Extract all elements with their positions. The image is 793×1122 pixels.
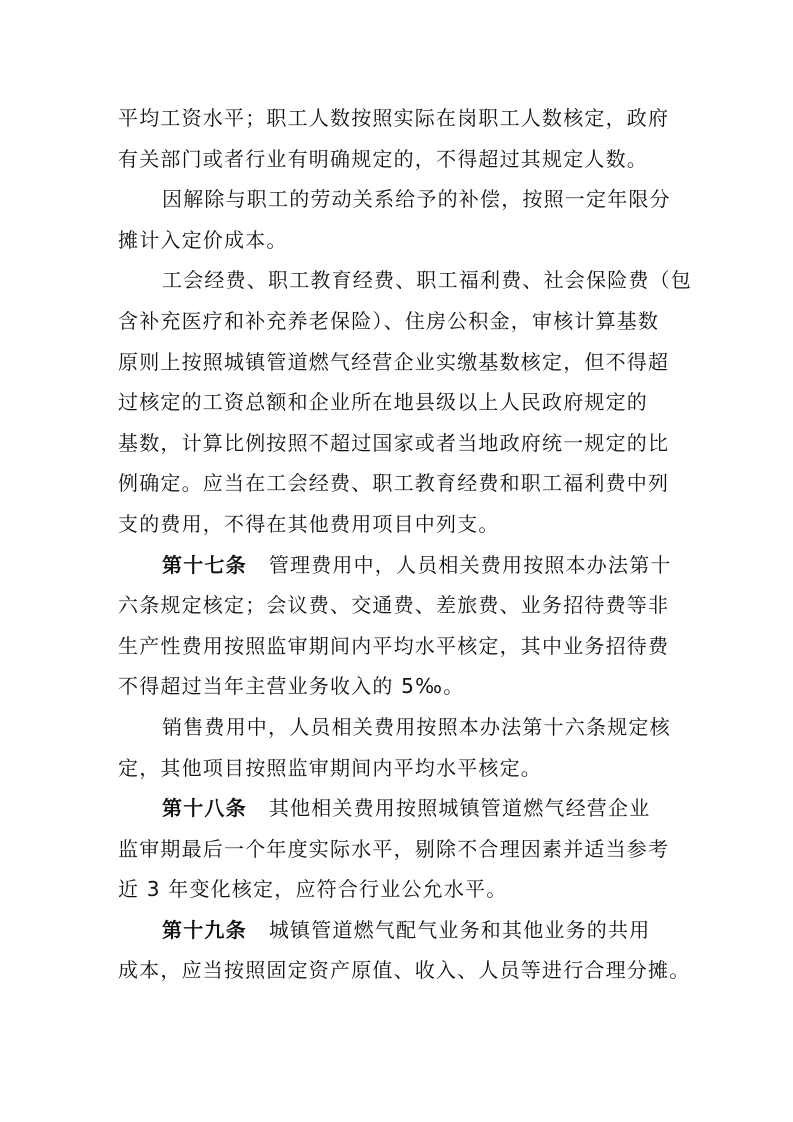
paragraph-line: 成本，应当按照固定资产原值、收入、人员等进行合理分摊。 [118,958,691,983]
article-18-heading: 第十八条 [162,796,247,821]
article-19-line [118,910,678,951]
paragraph-line: 监审期最后一个年度实际水平，剔除不合理因素并适当参考 [118,836,670,861]
paragraph-line: 平均工资水平；职工人数按照实际在岗职工人数核定，政府 [118,106,670,130]
paragraph-line: 六条规定核定；会议费、交通费、差旅费、业务招待费等非 [118,593,670,618]
paragraph-line: 因解除与职工的劳动关系给予的补偿，按照一定年限分 [162,187,671,212]
paragraph-line: 工会经费、职工教育经费、职工福利费、社会保险费（包 [162,268,692,293]
paragraph-line: 例确定。应当在工会经费、职工教育经费和职工福利费中列 [118,471,670,496]
document-body [118,98,692,991]
paragraph-line: 过核定的工资总额和企业所在地县级以上人民政府规定的 [118,390,648,415]
article-19-text: 城镇管道燃气配气业务和其他业务的共用 [268,917,651,942]
article-19-heading: 第十九条 [162,917,247,942]
paragraph-line: 支的费用，不得在其他费用项目中列支。 [118,511,500,536]
article-18-line [118,788,678,829]
article-17-line [118,545,678,586]
paragraph-line: 含补充医疗和补充养老保险）、住房公积金，审核计算基数 [118,308,660,333]
paragraph-line: 销售费用中，人员相关费用按照本办法第十六条规定核 [162,714,671,739]
paragraph-line: 有关部门或者行业有明确规定的，不得超过其规定人数。 [118,146,648,171]
paragraph-line: 基数，计算比例按照不超过国家或者当地政府统一规定的比 [118,430,670,455]
paragraph-line: 不得超过当年主营业务收入的 5‰。 [118,674,465,699]
article-18-text: 其他相关费用按照城镇管道燃气经营企业 [268,796,651,821]
article-17-heading: 第十七条 [162,552,247,577]
article-17-text: 管理费用中，人员相关费用按照本办法第十 [268,552,672,577]
paragraph-line: 原则上按照城镇管道燃气经营企业实缴基数核定，但不得超 [118,349,670,374]
paragraph-line: 摊计入定价成本。 [118,227,288,252]
paragraph-line: 生产性费用按照监审期间内平均水平核定，其中业务招待费 [118,633,670,658]
paragraph-line: 定，其他项目按照监审期间内平均水平核定。 [118,755,542,780]
paragraph-line: 近 3 年变化核定，应符合行业公允水平。 [118,877,508,902]
